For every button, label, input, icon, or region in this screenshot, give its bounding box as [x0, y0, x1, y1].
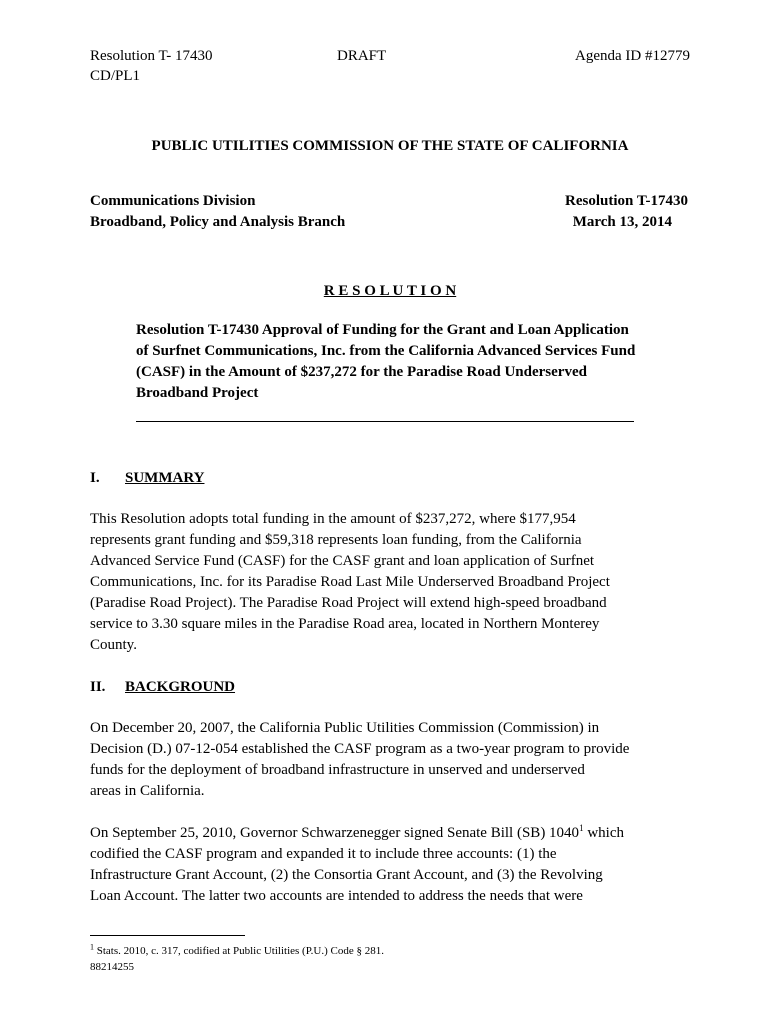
resolution-subject — [136, 320, 635, 404]
document-number: 88214255 — [90, 961, 134, 973]
background-line-text: which — [583, 825, 624, 841]
background-line: codified the CASF program and expanded it to include three accounts: (1) the — [90, 846, 557, 862]
resolution-subject-line: of Surfnet Communications, Inc. from the California Advanced Services Fund — [136, 343, 636, 359]
footnote — [90, 944, 384, 959]
summary-line: County. — [90, 637, 137, 653]
background-line: Infrastructure Grant Account, (2) the Consortia Grant Account, and (3) the Revolving — [90, 867, 603, 883]
resolution-subject-line: Resolution T-17430 Approval of Funding for the Grant and Loan Application — [136, 322, 629, 338]
summary-section-title: SUMMARY — [125, 470, 205, 486]
division-resolution-number: Resolution T-17430 — [565, 193, 688, 209]
commission-title: PUBLIC UTILITIES COMMISSION OF THE STATE OF CALIFORNIA — [151, 138, 629, 154]
footnote-text: Stats. 2010, c. 317, codified at Public Utilities (P.U.) Code § 281. — [94, 945, 384, 957]
summary-line: This Resolution adopts total funding in the amount of $237,272, where $177,954 — [90, 511, 576, 527]
summary-line: (Paradise Road Project). The Paradise Road Project will extend high-speed broadband — [90, 595, 607, 611]
resolution-subject-line: (CASF) in the Amount of $237,272 for the Paradise Road Underserved — [136, 364, 587, 380]
division-name: Communications Division — [90, 193, 256, 209]
subject-divider — [136, 421, 634, 422]
background-paragraph-2 — [90, 823, 690, 907]
header-draft-label: DRAFT — [337, 48, 387, 64]
resolution-heading: R E S O L U T I O N — [323, 283, 457, 299]
footnote-number: 1 — [90, 942, 94, 952]
resolution-subject-line: Broadband Project — [136, 385, 259, 401]
background-section-number: II. — [90, 679, 106, 695]
background-line: Decision (D.) 07-12-054 established the CASF program as a two-year program to provide — [90, 741, 630, 757]
summary-line: Communications, Inc. for its Paradise Road Last Mile Underserved Broadband Project — [90, 574, 610, 590]
background-line: areas in California. — [90, 783, 205, 799]
background-line-text: On September 25, 2010, Governor Schwarzenegger signed Senate Bill (SB) 1040 — [90, 825, 580, 841]
background-line: On December 20, 2007, the California Public Utilities Commission (Commission) in — [90, 720, 600, 736]
division-date: March 13, 2014 — [572, 214, 672, 230]
summary-line: Advanced Service Fund (CASF) for the CASF grant and loan application of Surfnet — [90, 553, 595, 569]
division-branch: Broadband, Policy and Analysis Branch — [90, 214, 346, 230]
header-sub-label: CD/PL1 — [90, 68, 141, 84]
summary-line: represents grant funding and $59,318 represents loan funding, from the California — [90, 532, 582, 548]
background-paragraph-1 — [90, 718, 690, 802]
background-line: funds for the deployment of broadband infrastructure in unserved and underserved — [90, 762, 585, 778]
background-line: Loan Account. The latter two accounts are intended to address the needs that were — [90, 888, 583, 904]
summary-section-number: I. — [90, 470, 100, 486]
footnote-reference[interactable]: 1 — [579, 823, 584, 833]
background-line — [90, 823, 690, 844]
summary-paragraph — [90, 509, 690, 656]
header-agenda-label: Agenda ID #12779 — [575, 48, 690, 64]
background-section-title: BACKGROUND — [125, 679, 236, 695]
header-resolution-label: Resolution T- 17430 — [90, 48, 213, 64]
footnote-divider — [90, 935, 245, 936]
summary-line: service to 3.30 square miles in the Paradise Road area, located in Northern Monterey — [90, 616, 600, 632]
